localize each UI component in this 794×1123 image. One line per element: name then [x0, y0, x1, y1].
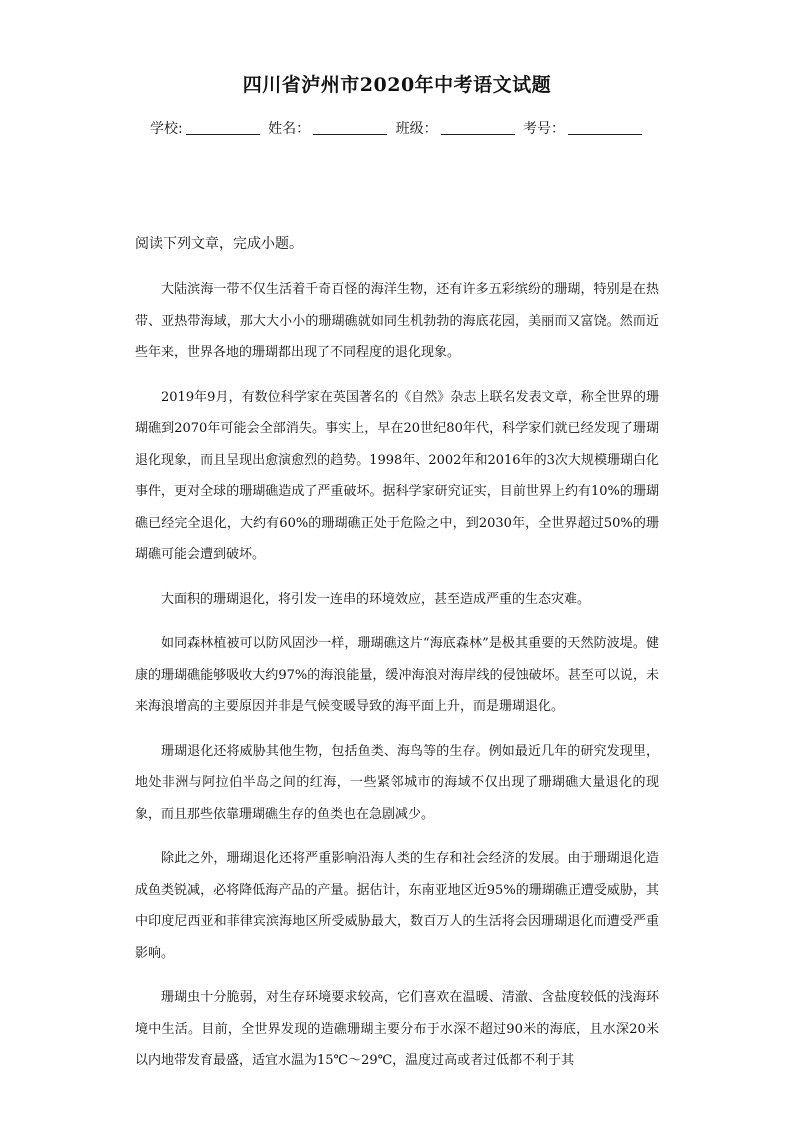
- number-blank[interactable]: [568, 120, 642, 135]
- paragraph: 大陆滨海一带不仅生活着千奇百怪的海洋生物，还有许多五彩缤纷的珊瑚，特别是在热带、亚热带海域，那大大小小的珊瑚礁就如同生机勃勃的海底花园，美丽而又富饶。然而近些年来，世界各地的珊瑚都出现了不同程度的退化现象。: [135, 282, 659, 360]
- school-label: 学校:: [149, 121, 183, 137]
- school-blank[interactable]: [186, 120, 260, 135]
- article-body: [135, 274, 659, 1090]
- reading-instruction: 阅读下列文章，完成小题。: [135, 236, 303, 252]
- number-label: 考号：: [523, 121, 566, 137]
- name-blank[interactable]: [313, 120, 387, 135]
- class-label: 班级：: [395, 121, 438, 137]
- paragraph: 大面积的珊瑚退化，将引发一连串的环境效应，甚至造成严重的生态灾难。: [161, 591, 591, 607]
- name-label: 姓名：: [268, 121, 311, 137]
- class-blank[interactable]: [441, 120, 515, 135]
- paragraph: 2019年9月，有数位科学家在英国著名的《自然》杂志上联名发表文章，称全世界的珊瑚礁到2070年可能会全部消失。事实上，早在20世纪80年代，科学家们就已经发现了珊瑚退化现象，而且呈现出愈演愈烈的趋势。1998年、2002年和2016年的3次大规模珊瑚白化事件，更对全球的珊瑚礁造成了严重破坏。据科学家研究证实，目前世界上约有10%的珊瑚礁已经完全退化，大约有60%的珊瑚礁正处于危险之中，到2030年，全世界超过50%的珊瑚礁可能会遭到破坏。: [135, 389, 659, 562]
- paragraph: 如同森林植被可以防风固沙一样，珊瑚礁这片“海底森林”是极其重要的天然防波堤。健康的珊瑚礁能够吸收大约97%的海浪能量，缓冲海浪对海岸线的侵蚀破坏。甚至可以说，未来海浪增高的主要原因并非是气候变暖导致的海平面上升，而是珊瑚退化。: [135, 636, 659, 714]
- paragraph: 除此之外，珊瑚退化还将严重影响沿海人类的生存和社会经济的发展。由于珊瑚退化造成鱼类锐减，必将降低海产品的产量。据估计，东南亚地区近95%的珊瑚礁正遭受威胁，其中印度尼西亚和菲律宾滨海地区所受威胁最大，数百万人的生活将会因珊瑚退化而遭受严重影响。: [135, 851, 659, 961]
- page-title: 四川省泸州市2020年中考语文试题: [242, 74, 552, 96]
- paragraph: 珊瑚退化还将威胁其他生物，包括鱼类、海鸟等的生存。例如最近几年的研究发现里，地处非洲与阿拉伯半岛之间的红海，一些紧邻城市的海域不仅出现了珊瑚礁大量退化的现象，而且那些依靠珊瑚礁生存的鱼类也在急剧减少。: [135, 743, 659, 822]
- paragraph: 珊瑚虫十分脆弱，对生存环境要求较高，它们喜欢在温暖、清澈、含盐度较低的浅海环境中生活。目前，全世界发现的造礁珊瑚主要分布于水深不超过90米的海底，且水深20米以内地带发育最盛，适宜水温为15℃～29℃，温度过高或者过低都不利于其: [135, 990, 659, 1068]
- student-info-line: [0, 118, 794, 138]
